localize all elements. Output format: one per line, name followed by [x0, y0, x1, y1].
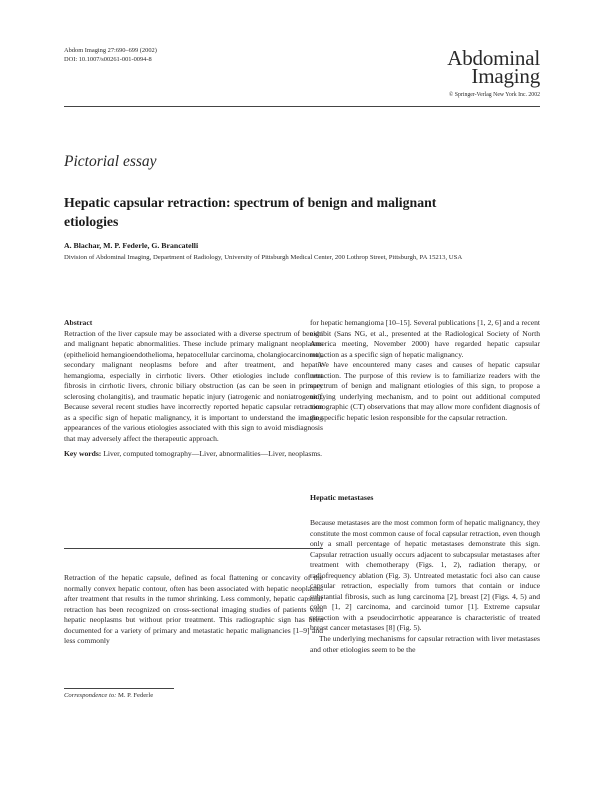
- correspondence-label: Correspondence to:: [64, 692, 117, 699]
- right-column-top: [310, 318, 540, 423]
- abstract-rule: [64, 548, 323, 549]
- keywords-text: Liver, computed tomography—Liver, abnormalities—Liver, neoplasms.: [103, 448, 323, 458]
- header-rule: [64, 106, 540, 107]
- intro-block: [64, 573, 323, 647]
- article-type: Pictorial essay: [64, 153, 157, 170]
- footnote-rule: [64, 688, 174, 689]
- right-column-bottom: [310, 518, 540, 655]
- journal-logo: [447, 46, 540, 88]
- keywords: [64, 449, 323, 460]
- journal-logo-line2: Imaging: [471, 64, 540, 88]
- keywords-label: Key words:: [64, 448, 102, 458]
- correspondence-note: [64, 692, 153, 699]
- citation-line: Abdom Imaging 27:690–699 (2002): [64, 47, 157, 54]
- journal-citation: [64, 47, 157, 64]
- right-para-1: for hepatic hemangioma [10–15]. Several publications [1, 2, 6] and a recent exhibit (Sans NG, et al., presented at the Radiological Society of North America meeting, November 2000) have regarded hepatic capsular retraction as a specific sign of hepatic malignancy.: [310, 318, 540, 359]
- article-title: Hepatic capsular retraction: spectrum of benign and malignant etiologies: [64, 195, 437, 229]
- correspondence-name: M. P. Federle: [117, 692, 154, 699]
- doi-line: DOI: 10.1007/s00261-001-0094-8: [64, 55, 152, 63]
- abstract-heading: Abstract: [64, 318, 93, 327]
- right-para-4: The underlying mechanisms for capsular retraction with liver metastases and other etiologies seem to be the: [310, 634, 540, 654]
- copyright-line: © Springer-Verlag New York Inc. 2002: [448, 92, 540, 98]
- intro-text: Retraction of the hepatic capsule, defined as focal flattening or concavity of the normally convex hepatic contour, often has been associated with hepatic neoplasms after treatment that results in the tumor shrinking. Less commonly, hepatic capsular retraction has been recognized on cross-sectional imaging studies of patients with hepatic neoplasms but without prior treatment. This radiographic sign has been documented for a variety of primary and metastatic hepatic malignancies [1–9] and less commonly: [64, 573, 323, 646]
- section-heading-hepatic-metastases: Hepatic metastases: [310, 493, 374, 502]
- abstract-text: Retraction of the liver capsule may be associated with a diverse spectrum of benign and malignant hepatic abnormalities. These include primary malignant neoplasms (epithelioid hemangioendothelioma, hepatocellular carcinoma, cholangiocarcinoma), secondary malignant neoplasms before and after treatment, and hepatic hemangioma, especially in cirrhotic livers. Other etiologies include confluent fibrosis in cirrhotic livers, chronic biliary obstruction (as can be seen in primary sclerosing cholangitis), and traumatic hepatic injury (iatrogenic and noniatrogenic). Because several recent studies have incorrectly reported hepatic capsular retraction as a specific sign of hepatic malignancy, it is important to understand the imaging appearances of the various etiologies associated with this sign to avoid misdiagnosis that may adversely affect the therapeutic approach.: [64, 328, 323, 444]
- abstract-block: [64, 318, 323, 459]
- journal-logo-line1: Abdominal: [447, 46, 540, 70]
- author-affiliation: Division of Abdominal Imaging, Department of Radiology, University of Pittsburgh Medical Center, 200 Lothrop Street, Pittsburgh, PA 15213, USA: [64, 254, 463, 261]
- article-authors: A. Blachar, M. P. Federle, G. Brancatelli: [64, 241, 199, 250]
- right-para-3: Because metastases are the most common form of hepatic malignancy, they constitute the most common cause of focal capsular retraction, even though only a small percentage of hepatic metastases demonstrate this sign. Capsular retraction usually occurs adjacent to subcapsular metastases after treatment with chemotherapy (Figs. 1, 2), radiation therapy, or radiofrequency ablation (Fig. 3). Untreated metastatic foci also can cause capsular retraction, especially from tumors that contain or induce substantial fibrosis, such as lung carcinoma [2], breast [2] (Figs. 4, 5) and colon [1, 2] carcinoma, and carcinoid tumor [1]. Extreme capsular retraction with a pseudocirrhotic appearance is characteristic of treated breast cancer metastases [8] (Fig. 5).: [310, 518, 540, 633]
- right-para-2: We have encountered many cases and causes of hepatic capsular retraction. The purpose of this review is to familiarize readers with the spectrum of benign and malignant etiologies of this sign, to propose a unifying underlying mechanism, and to point out additional computed tomographic (CT) observations that may allow more confident diagnosis of the specific hepatic lesion responsible for the capsular retraction.: [310, 360, 540, 422]
